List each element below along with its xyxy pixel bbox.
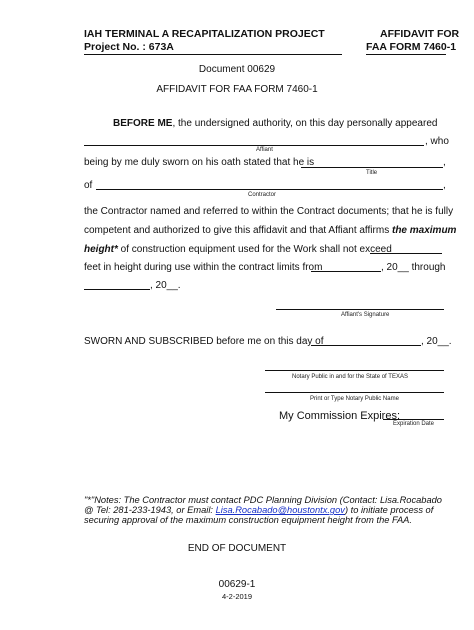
expiration-date-label: Expiration Date (393, 421, 435, 427)
affiant-signature-line[interactable] (276, 309, 444, 310)
paragraph-line-1: the Contractor named and referred to within the Contract documents; that he is fully (84, 206, 454, 217)
title-line[interactable] (301, 167, 443, 168)
notes-line-1: "*"Notes: The Contractor must contact PDC Planning Division (Contact: Lisa.Rocabado (84, 495, 442, 505)
form-title-line2: FAA FORM 7460-1 (366, 41, 457, 53)
paragraph-line-2-text: competent and authorized to give this affidavit and that Affiant affirms (84, 225, 390, 236)
revision-date: 4-2-2019 (221, 592, 253, 601)
header-underline-right (366, 54, 446, 55)
comma-2: , (443, 180, 446, 191)
through-text: , 20__ through (381, 262, 446, 273)
comma-1: , (443, 157, 446, 168)
height-emphasis: height* (84, 244, 118, 255)
through-date-line[interactable] (84, 289, 150, 290)
before-me-rest: , the undersigned authority, on this day personally appeared (172, 118, 438, 129)
expiration-date-line[interactable] (383, 419, 444, 420)
max-height-line[interactable] (370, 253, 442, 254)
paragraph-line-3-text: of construction equipment used for the Work shall not exceed (120, 244, 392, 255)
notary-label: Notary Public in and for the State of TEXAS (292, 374, 408, 380)
of-text: of (84, 180, 93, 191)
paragraph-line-4: feet in height during use within the contract limits from (84, 262, 323, 273)
form-title-line1: AFFIDAVIT FOR (380, 28, 460, 40)
title-label: Title (366, 170, 378, 176)
sworn-date-line[interactable] (311, 345, 421, 346)
maximum-emphasis: the maximum (391, 225, 457, 236)
paragraph-line-3 (84, 244, 392, 255)
document-number: Document 00629 (198, 64, 276, 75)
affiant-signature-label: Affiant's Signature (341, 312, 390, 318)
contractor-line[interactable] (96, 189, 443, 190)
notes-line-2-end: ) to initiate process of (344, 505, 434, 515)
sworn-year-text: , 20__. (421, 336, 452, 347)
notary-signature-line[interactable] (265, 370, 444, 371)
sworn-oath-text: being by me duly sworn on his oath stated that he is (84, 157, 315, 168)
before-me-text (113, 118, 437, 129)
header-underline-left (84, 54, 342, 55)
contact-email-link[interactable]: Lisa.Rocabado@houstontx.gov (215, 505, 345, 515)
affiant-name-line[interactable] (84, 145, 424, 146)
contractor-label: Contractor (248, 192, 277, 198)
notes-line-3: securing approval of the maximum construction equipment height from the FAA. (84, 515, 412, 525)
project-number: Project No. : 673A (84, 41, 174, 53)
paragraph-line-5-end: , 20__. (150, 280, 181, 291)
sworn-subscribed-text: SWORN AND SUBSCRIBED before me on this day of (84, 336, 324, 347)
notes-line-2-start: @ Tel: 281-233-1943, or Email: (84, 505, 216, 515)
before-me-bold: BEFORE ME (113, 118, 173, 129)
notary-name-line[interactable] (265, 392, 444, 393)
page-identifier: 00629-1 (218, 579, 256, 590)
commission-expires-text: My Commission Expires: (279, 410, 401, 422)
print-notary-label: Print or Type Notary Public Name (310, 396, 399, 402)
from-date-line[interactable] (311, 271, 381, 272)
affiant-label: Affiant (256, 147, 273, 153)
who-text: , who (425, 136, 449, 147)
document-title: AFFIDAVIT FOR FAA FORM 7460-1 (156, 84, 318, 95)
end-of-document: END OF DOCUMENT (187, 543, 287, 554)
project-title: IAH TERMINAL A RECAPITALIZATION PROJECT (84, 28, 325, 40)
paragraph-line-2 (84, 225, 456, 236)
notes-line-2 (84, 505, 433, 515)
